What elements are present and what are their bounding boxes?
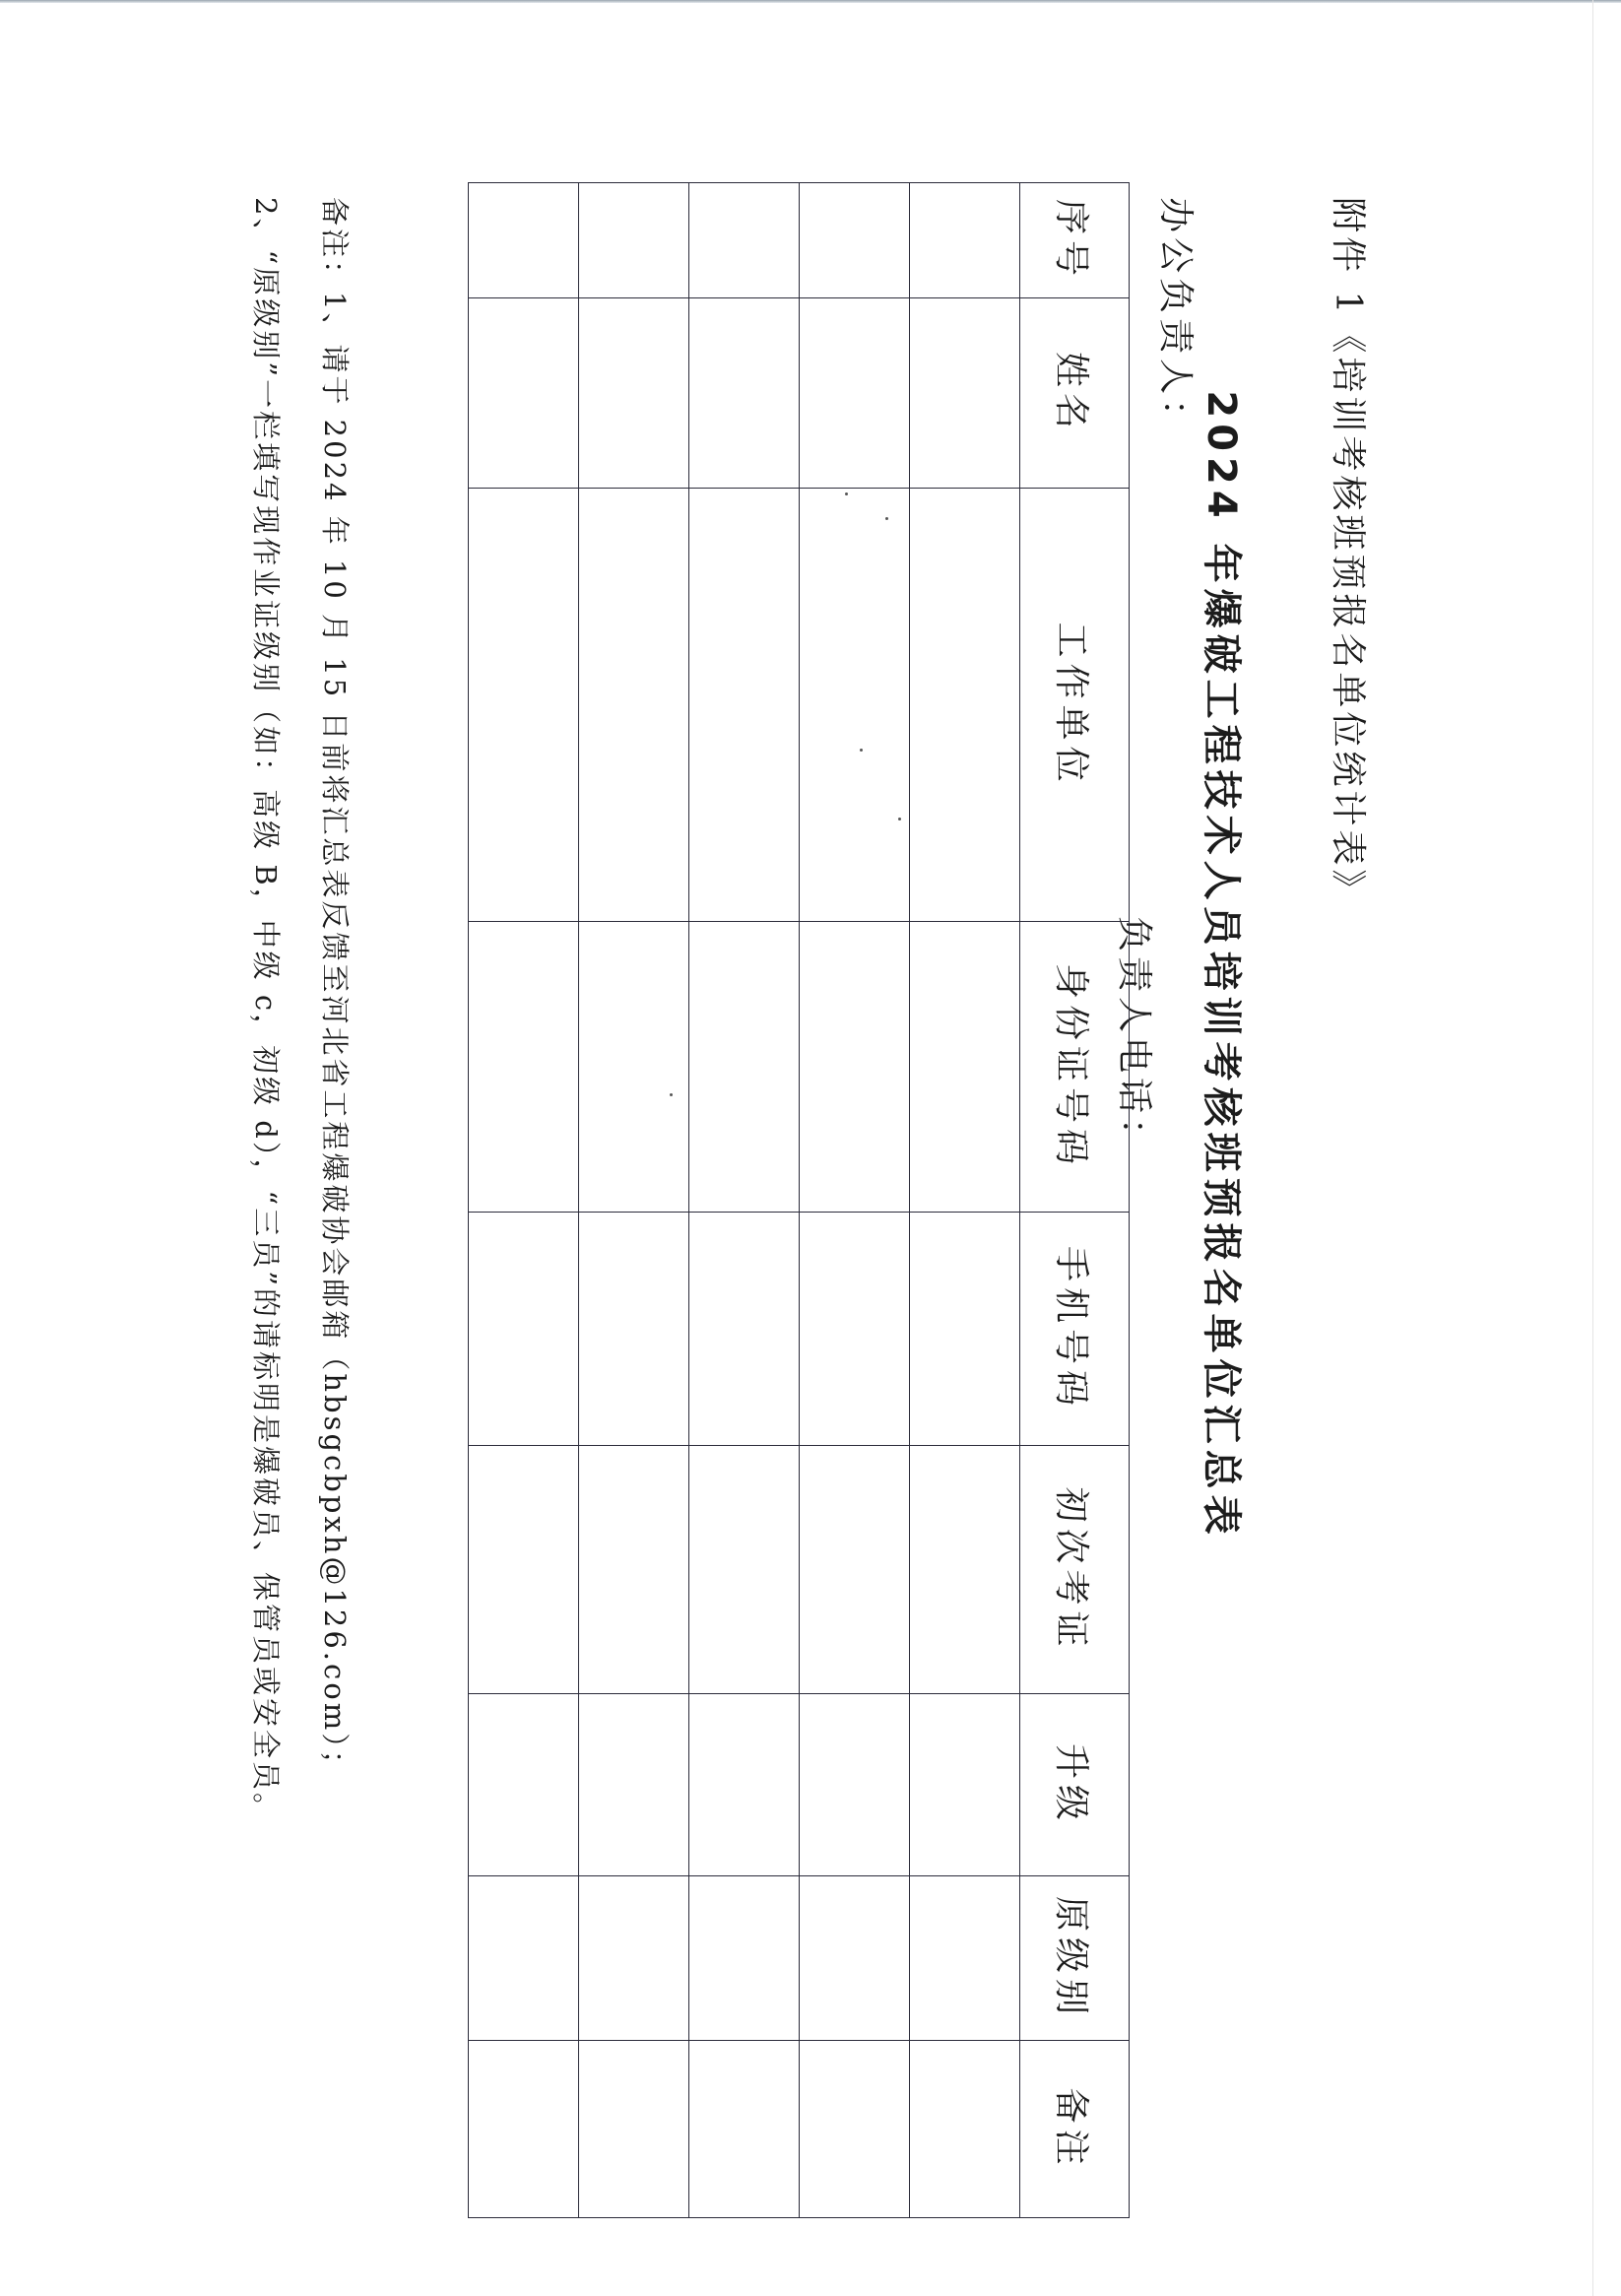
table-header-row bbox=[1020, 183, 1130, 2218]
table-cell bbox=[469, 1446, 579, 1694]
table-cell bbox=[800, 1213, 910, 1446]
registration-table bbox=[468, 182, 1130, 2218]
table-row bbox=[800, 183, 910, 2218]
table-cell bbox=[910, 1446, 1020, 1694]
header-id-number: 身份证号码 bbox=[1020, 922, 1130, 1213]
table-cell bbox=[910, 1213, 1020, 1446]
table-cell bbox=[469, 298, 579, 489]
table-cell bbox=[910, 489, 1020, 922]
table-cell bbox=[579, 1876, 689, 2041]
table-cell bbox=[910, 1876, 1020, 2041]
table-cell bbox=[469, 922, 579, 1213]
table-row bbox=[469, 183, 579, 2218]
table-cell bbox=[689, 1213, 800, 1446]
header-mobile: 手机号码 bbox=[1020, 1213, 1130, 1446]
header-work-unit: 工作单位 bbox=[1020, 489, 1130, 922]
office-contact-label: 办公负责人： bbox=[1155, 197, 1196, 440]
table-cell bbox=[910, 298, 1020, 489]
table-cell bbox=[579, 2041, 689, 2218]
table-cell bbox=[689, 922, 800, 1213]
header-remarks: 备注 bbox=[1020, 2041, 1130, 2218]
table-row bbox=[579, 183, 689, 2218]
annex-title: 附件 1《培训考核班预报名单位统计表》 bbox=[1328, 197, 1368, 909]
header-name: 姓名 bbox=[1020, 298, 1130, 489]
table-cell bbox=[579, 489, 689, 922]
scan-right-edge bbox=[1592, 0, 1593, 2296]
table-cell bbox=[689, 2041, 800, 2218]
table-cell bbox=[800, 1694, 910, 1876]
table-cell bbox=[800, 298, 910, 489]
table-row bbox=[689, 183, 800, 2218]
table-cell bbox=[910, 1694, 1020, 1876]
table-cell bbox=[469, 1876, 579, 2041]
table-cell bbox=[689, 298, 800, 489]
table-cell bbox=[469, 1694, 579, 1876]
table-cell bbox=[469, 489, 579, 922]
table-cell bbox=[579, 922, 689, 1213]
rotated-form-page bbox=[148, 177, 1379, 2246]
note-line-1: 备注：1、请于 2024 年 10 月 15 日前将汇总表反馈至河北省工程爆破协会邮箱（hbsgcbpxh@126.com）； bbox=[318, 197, 352, 1782]
table-cell bbox=[579, 183, 689, 298]
table-cell bbox=[800, 489, 910, 922]
table-cell bbox=[469, 2041, 579, 2218]
table-cell bbox=[579, 1446, 689, 1694]
table-cell bbox=[800, 922, 910, 1213]
table-cell bbox=[579, 1213, 689, 1446]
table-cell bbox=[800, 2041, 910, 2218]
table-cell bbox=[689, 489, 800, 922]
notes-section bbox=[231, 197, 369, 1824]
table-cell bbox=[689, 1876, 800, 2041]
table-cell bbox=[689, 183, 800, 298]
table-cell bbox=[689, 1446, 800, 1694]
contact-phone-label: 负责人电话： bbox=[1114, 916, 1154, 1159]
table-cell bbox=[800, 1876, 910, 2041]
table-cell bbox=[800, 183, 910, 298]
table-cell bbox=[910, 2041, 1020, 2218]
table-cell bbox=[469, 183, 579, 298]
scan-top-edge bbox=[0, 0, 1621, 3]
table-cell bbox=[910, 922, 1020, 1213]
main-title: 2024 年爆破工程技术人员培训考核班预报名单位汇总表 bbox=[1199, 390, 1244, 1541]
table-row bbox=[910, 183, 1020, 2218]
table-cell bbox=[800, 1446, 910, 1694]
table-cell bbox=[579, 298, 689, 489]
header-first-certification: 初次考证 bbox=[1020, 1446, 1130, 1694]
table-cell bbox=[469, 1213, 579, 1446]
note-line-2: 2、“原级别”一栏填写现作业证级别（如：高级 B，中级 c，初级 d），“三员”的请标明是爆破员、保管员或安全员。 bbox=[249, 197, 283, 1825]
table-cell bbox=[689, 1694, 800, 1876]
header-original-level: 原级别 bbox=[1020, 1876, 1130, 2041]
header-index: 序号 bbox=[1020, 183, 1130, 298]
header-upgrade: 升级 bbox=[1020, 1694, 1130, 1876]
table-cell bbox=[579, 1694, 689, 1876]
table-cell bbox=[910, 183, 1020, 298]
